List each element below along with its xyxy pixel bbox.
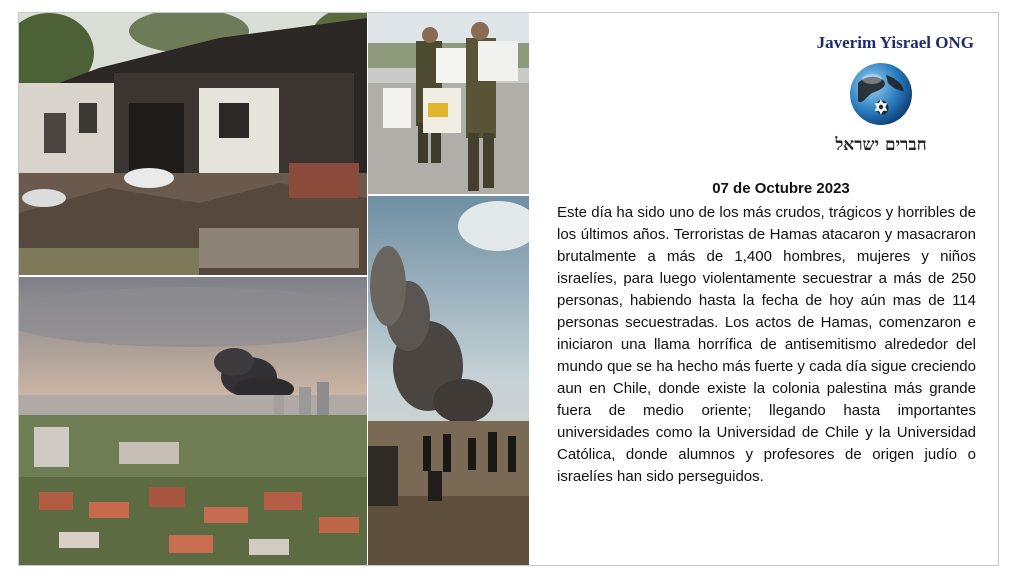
photo-soldiers-aid — [368, 13, 529, 194]
hebrew-organization-name: חברים ישראל — [835, 135, 927, 155]
photo-burned-house — [19, 13, 367, 275]
photo-city-smoke — [19, 277, 367, 565]
organization-name: Javerim Yisrael ONG — [816, 33, 974, 52]
article-body: Este día ha sido uno de los más crudos, trágicos y horribles de los últimos años. Terroristas de Hamas atacaron y masacraron brutalmente a más de 1,400 hombres, mujeres y niños israelíes, para luego violentamente secuestrar a más de 250 personas, habiendo hasta la fecha de hoy aún mas de 114 personas secuestradas. Los actos de Hamas, comenzaron e iniciaron una llama horrífica de antisemitismo alrededor del mundo que se ha hecho más fuerte y cada día sigue creciendo aun en Chile, donde existe la colonia palestina más grande fuera de medio oriente; llegando hasta importantes universidades como la Universidad de Chile y la Universidad Católica, donde alumnos y profesores de origen judío o israelíes han sido perseguidos. — [557, 204, 976, 485]
globe-star-of-david-icon — [848, 61, 914, 127]
article-date: 07 de Octubre 2023 — [712, 180, 850, 197]
slide — [18, 12, 999, 566]
photo-smoke-field — [368, 196, 529, 565]
info-panel — [531, 13, 998, 565]
